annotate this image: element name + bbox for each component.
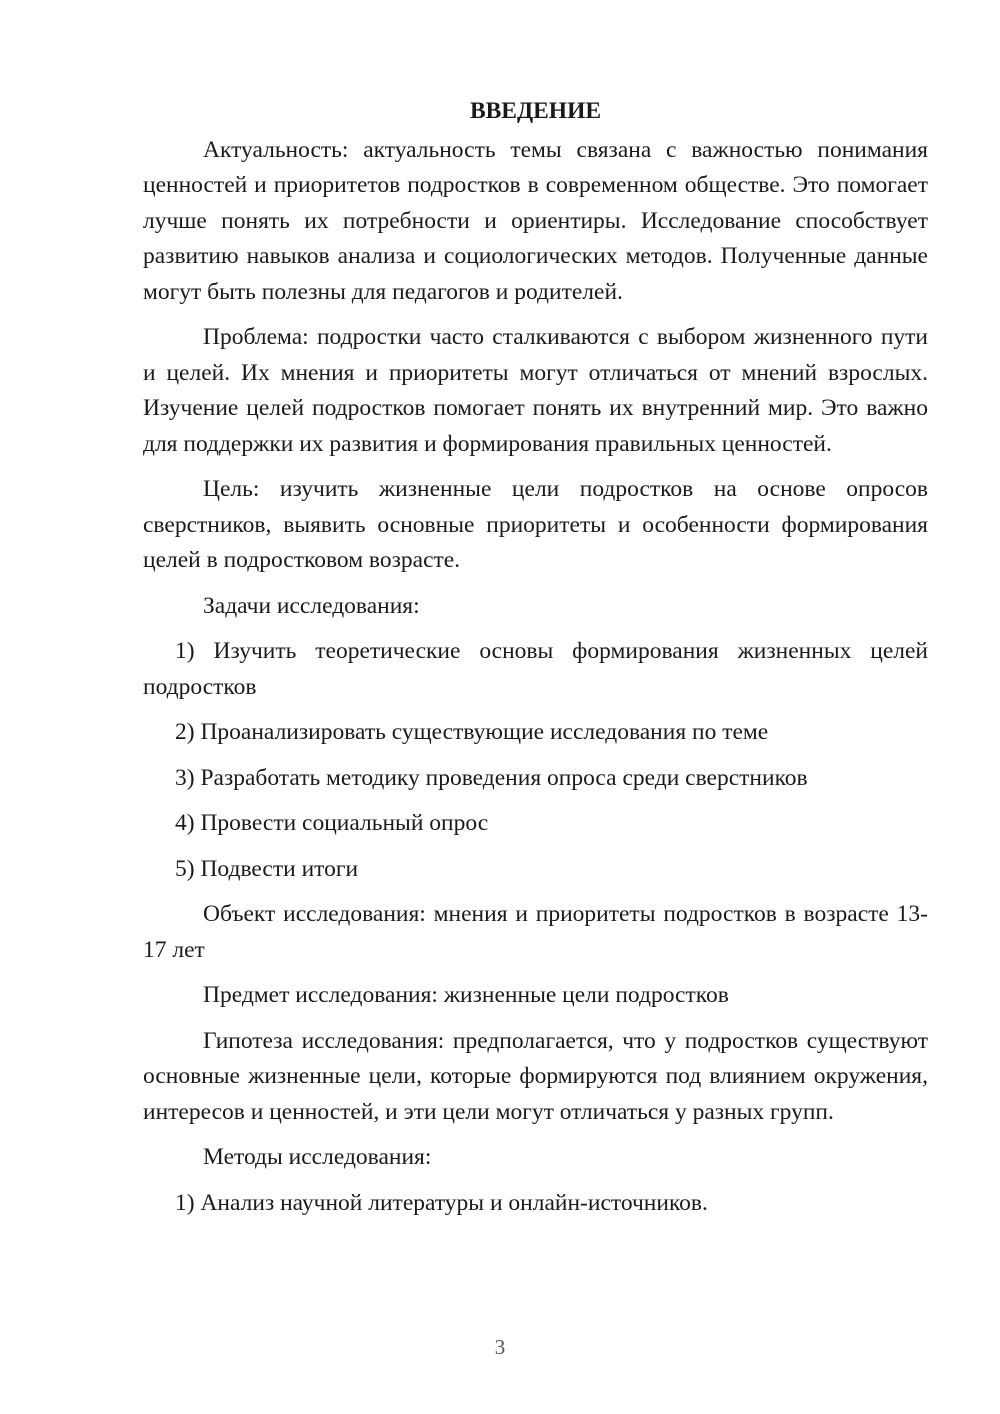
task-item: 2) Проанализировать существующие исследования по теме <box>175 719 769 745</box>
paragraph-relevance: Актуальность: актуальность темы связана с важностью понимания ценностей и приоритетов подростков в современном обществе. Это помогает лучше понять их потребности и ориентиры. Исследование способствует развитию навыков анализа и социологических методов. Полученные данные могут быть полезны для педагогов и родителей. <box>143 136 928 305</box>
method-item: 1) Анализ научной литературы и онлайн-источников. <box>175 1189 708 1216</box>
section-title: ВВЕДЕНИЕ <box>469 98 602 124</box>
task-item: 3) Разработать методику проведения опроса среди сверстников <box>175 764 808 791</box>
tasks-heading: Задачи исследования: <box>203 592 420 619</box>
paragraph-hypothesis: Гипотеза исследования: предполагается, что у подростков существуют основные жизненные цели, которые формируются под влиянием окружения, интересов и ценностей, и эти цели могут отличаться у разных групп. <box>143 1027 928 1125</box>
paragraph-goal: Цель: изучить жизненные цели подростков на основе опросов сверстников, выявить основные приоритеты и особенности формирования целей в подростковом возрасте. <box>143 476 928 573</box>
paragraph-object: Объект исследования: мнения и приоритеты подростков в возрасте 13-17 лет <box>143 901 928 963</box>
paragraph-problem: Проблема: подростки часто сталкиваются с выбором жизненного пути и целей. Их мнения и приоритеты могут отличаться от мнений взрослых. Изучение целей подростков помогает понять их внутренний мир. Это важно для поддержки их развития и формирования правильных ценностей. <box>143 324 928 457</box>
task-item: 4) Провести социальный опрос <box>175 810 489 836</box>
methods-heading: Методы исследования: <box>203 1144 432 1170</box>
paragraph-subject: Предмет исследования: жизненные цели подростков <box>203 982 729 1008</box>
page-content <box>143 94 928 1231</box>
page-number: 3 <box>494 1335 506 1359</box>
task-item: 1) Изучить теоретические основы формирования жизненных целей подростков <box>143 638 928 700</box>
task-item: 5) Подвести итоги <box>175 855 359 882</box>
